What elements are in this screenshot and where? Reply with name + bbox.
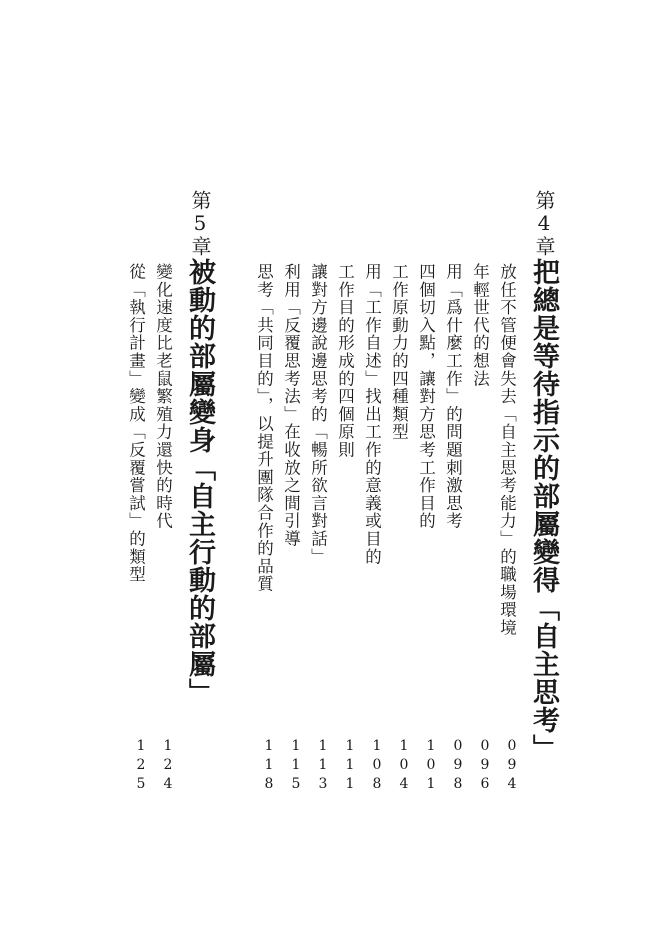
toc-page-number: 108 [369,738,385,795]
toc-page-number: 096 [477,738,493,795]
toc-entry[interactable]: 利用「反覆思考法」在收放之間引導 [281,263,301,548]
toc-entry[interactable]: 思考「共同目的」，以提升團隊合作的品質 [254,263,274,593]
toc-page-number: 111 [342,738,358,795]
toc-page-number: 113 [315,738,331,795]
toc-page-number: 101 [423,738,439,795]
toc-page-number: 124 [160,738,176,795]
toc-page-number: 118 [261,738,277,795]
toc-entry[interactable]: 工作原動力的四種類型 [389,263,409,441]
toc-page-number: 094 [504,738,520,795]
toc-entry[interactable]: 四個切入點，讓對方思考工作目的 [416,263,436,530]
toc-entry[interactable]: 讓對方邊說邊思考的「暢所欲言對話」 [308,263,328,566]
toc-entry[interactable]: 放任不管便會失去「自主思考能力」的職場環境 [497,263,517,637]
toc-entry[interactable]: 用「工作自述」找出工作的意義或目的 [362,263,382,566]
toc-page-number: 115 [288,738,304,795]
toc-page-number: 104 [396,738,412,795]
toc-entry[interactable]: 年輕世代的想法 [470,263,490,388]
chapter-4-label: 第4章 [532,190,556,257]
chapter-5-label: 第5章 [188,190,212,257]
chapter-5-title: 被動的部屬變身「自主行動的部屬」 [184,258,215,706]
toc-entry[interactable]: 工作目的形成的四個原則 [335,263,355,459]
toc-entry[interactable]: 變化速度比老鼠繁殖力還快的時代 [153,263,173,530]
toc-page-number: 098 [450,738,466,795]
toc-entry[interactable]: 用「爲什麼工作」的問題刺激思考 [443,263,463,530]
toc-entry[interactable]: 從「執行計畫」變成「反覆嘗試」的類型 [126,263,146,584]
chapter-4-title: 把總是等待指示的部屬變得「自主思考」 [528,258,559,762]
toc-page-number: 125 [133,738,149,795]
